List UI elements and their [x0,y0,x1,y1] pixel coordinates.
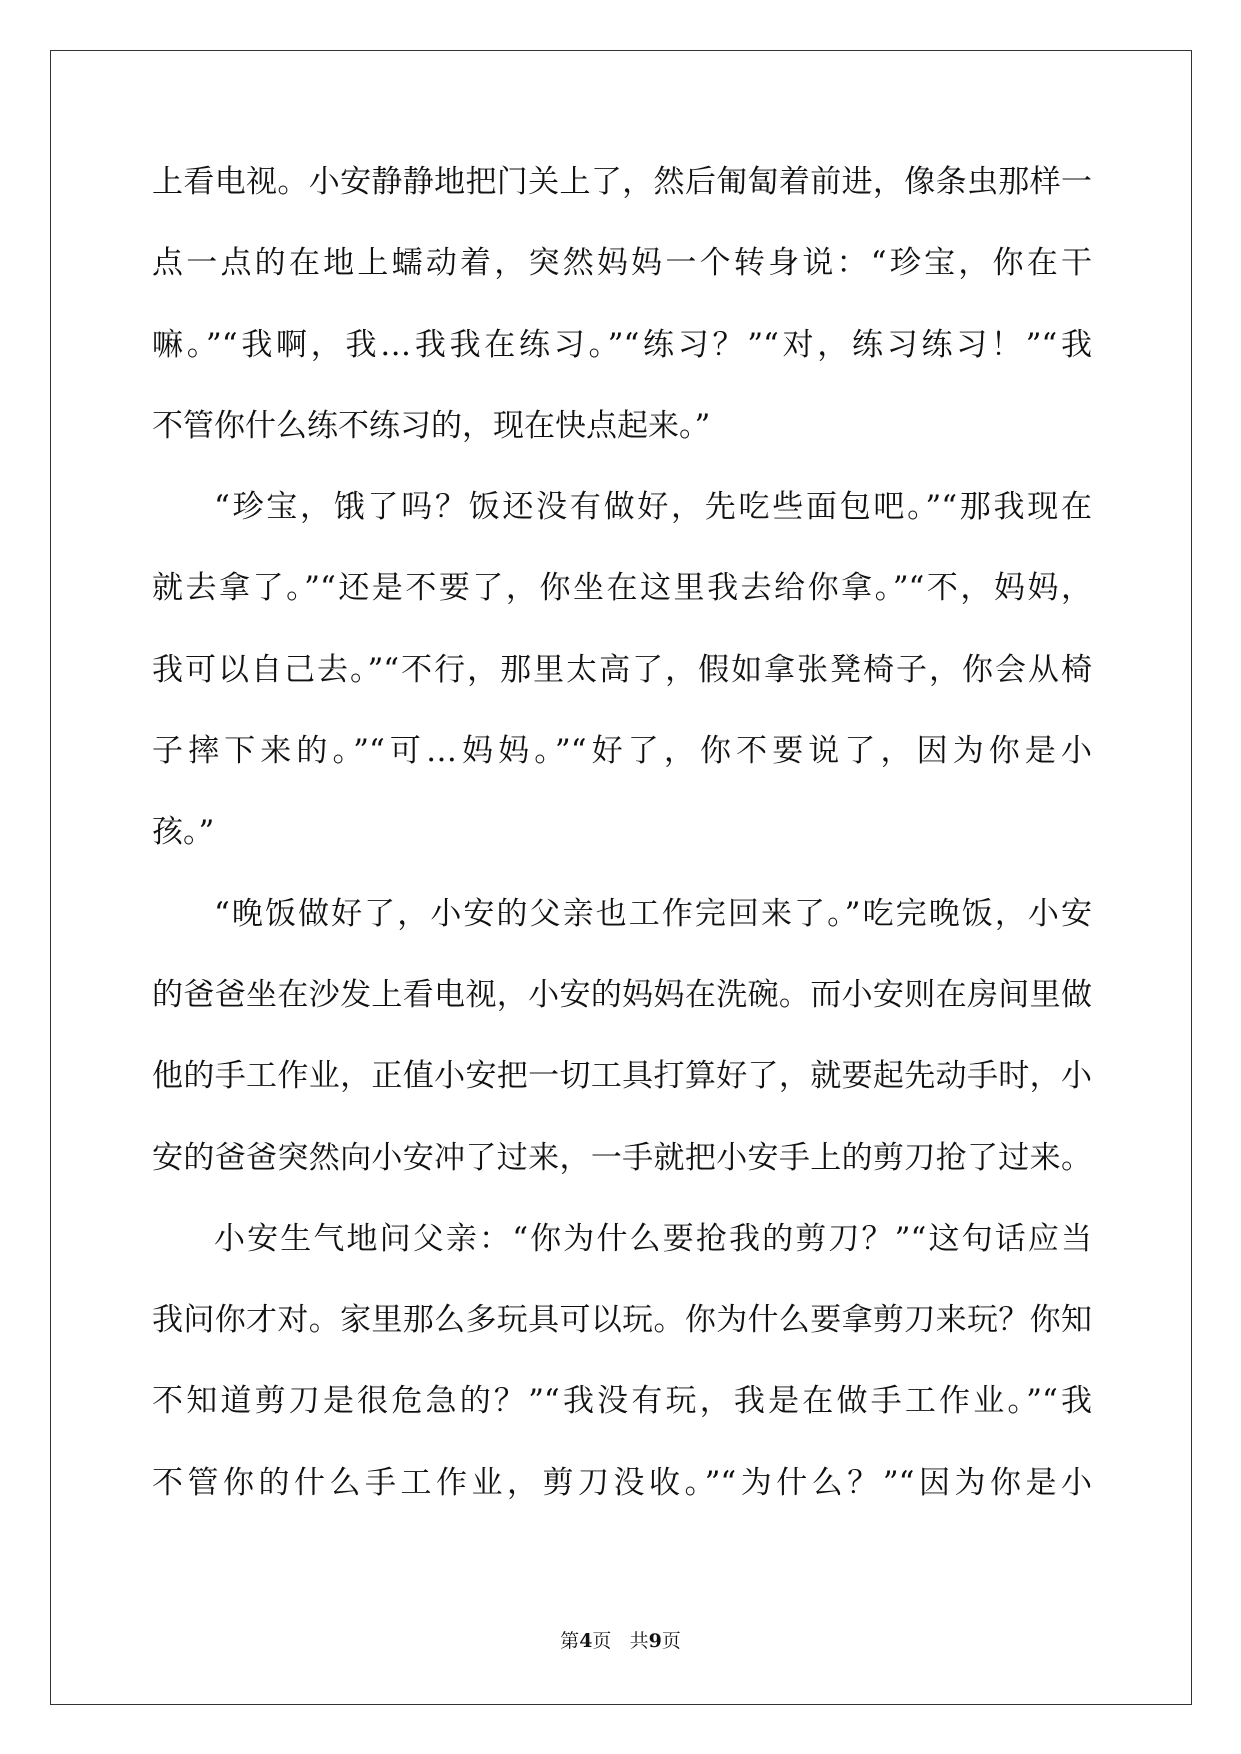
text-line: 孩。” [152,814,215,851]
footer-total-prefix: 共 [629,1630,649,1652]
footer-total-suffix: 页 [661,1630,681,1652]
text-line: 他的手工作业，正值小安把一切工具打算好了，就要起先动手时，小 [152,1058,1092,1095]
text-line: “晚饭做好了，小安的父亲也工作完回来了。”吃完晚饭，小安 [214,895,1092,932]
footer-page-number: 4 [579,1630,593,1652]
text-line: 我可以自己去。”“不行，那里太高了，假如拿张凳椅子，你会从椅 [152,651,1092,688]
text-line: 我问你才对。家里那么多玩具可以玩。你为什么要拿剪刀来玩？你知 [152,1302,1092,1339]
text-line: 嘛。”“我啊，我…我我在练习。”“练习？”“对，练习练习！”“我 [152,326,1092,363]
text-line: 安的爸爸突然向小安冲了过来，一手就把小安手上的剪刀抢了过来。 [152,1139,1092,1176]
text-line: 的爸爸坐在沙发上看电视，小安的妈妈在洗碗。而小安则在房间里做 [152,976,1092,1013]
document-body [152,142,1092,1524]
footer-total-pages: 9 [648,1630,662,1652]
text-line: 不管你的什么手工作业，剪刀没收。”“为什么？”“因为你是小 [152,1464,1092,1501]
text-line: 子摔下来的。”“可…妈妈。”“好了，你不要说了，因为你是小 [152,733,1092,770]
text-line: “珍宝，饿了吗？饭还没有做好，先吃些面包吧。”“那我现在 [214,489,1092,526]
text-line: 上看电视。小安静静地把门关上了，然后匍匐着前进，像条虫那样一 [152,164,1092,200]
page-footer [0,1626,1241,1653]
text-line: 不知道剪刀是很危急的？”“我没有玩，我是在做手工作业。”“我 [152,1383,1092,1420]
footer-page-suffix: 页 [592,1630,612,1652]
footer-prefix: 第 [560,1630,580,1652]
text-line: 不管你什么练不练习的，现在快点起来。” [152,407,711,444]
text-line: 点一点的在地上蠕动着，突然妈妈一个转身说：“珍宝，你在干 [152,245,1092,282]
text-line: 小安生气地问父亲：“你为什么要抢我的剪刀？”“这句话应当 [214,1220,1092,1257]
text-line: 就去拿了。”“还是不要了，你坐在这里我去给你拿。”“不，妈妈， [152,570,1092,607]
